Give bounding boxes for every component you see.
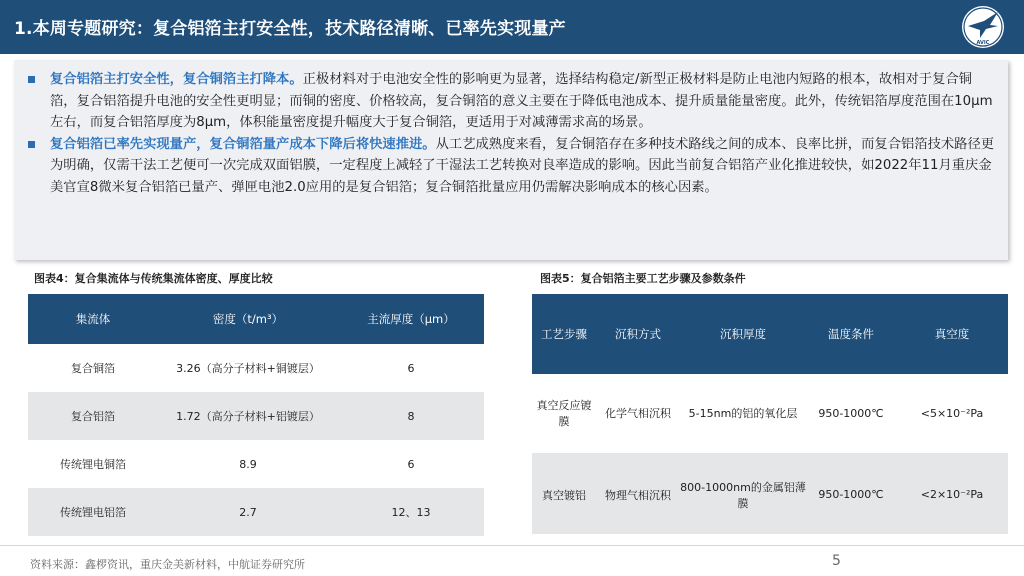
table-cell: <5×10⁻²Pa [896, 374, 1008, 454]
title-bar [0, 0, 1024, 54]
table-header-cell: 沉积方式 [596, 294, 680, 374]
table-cell: 12、13 [338, 488, 484, 536]
table-header-cell: 温度条件 [806, 294, 896, 374]
table-row [28, 488, 484, 536]
summary-bullet-2 [24, 134, 996, 199]
table-header-cell: 集流体 [28, 294, 158, 344]
table-cell: 6 [407, 457, 415, 471]
footer-divider [0, 545, 1024, 546]
table-cell: 复合铝箔 [28, 392, 158, 440]
bullet-text: 正极材料对于电池安全性的影响更为显著，选择结构稳定/新型正极材料是防止电池内短路的根本，故相对于复合铜箔，复合铝箔提升电池的安全性更明显；而铜的密度、价格较高，复合铜箔的意义主要在于降低电池成本、提升质量能量密度。此外，传统铝箔厚度范围在10μm左右，而复合铝箔厚度为8μm，体积能量密度提升幅度大于复合铜箔，更适用于对减薄需求高的场景。 [50, 72, 993, 130]
table-header-row [28, 294, 484, 344]
summary-box [14, 60, 1008, 260]
table-header-row [532, 294, 1008, 374]
table-row [532, 374, 1008, 454]
bullet-square-icon [28, 141, 35, 148]
table-header-cell: 工艺步骤 [532, 294, 596, 374]
table-header-cell: 沉积厚度 [680, 294, 806, 374]
table-cell: <2×10⁻²Pa [896, 454, 1008, 534]
process-parameters-table [532, 294, 1008, 534]
table-row [28, 344, 484, 392]
table4-caption: 图表4：复合集流体与传统集流体密度、厚度比较 [34, 272, 273, 285]
table-cell: 传统锂电铜箔 [60, 458, 126, 471]
table-cell: 化学气相沉积 [596, 374, 680, 454]
page-number: 5 [832, 553, 841, 569]
table-cell: 950-1000℃ [806, 454, 896, 534]
logo-text: AVIC [976, 40, 990, 46]
table5-caption: 图表5：复合铝箔主要工艺步骤及参数条件 [540, 272, 746, 285]
table-cell: 2.7 [158, 488, 338, 536]
table-header-cell: 主流厚度（μm） [338, 294, 484, 344]
source-note: 资料来源：鑫椤资讯，重庆金美新材料，中航证券研究所 [30, 558, 305, 571]
table-cell: 物理气相沉积 [596, 454, 680, 534]
table-cell: 800-1000nm的金属铝薄膜 [680, 454, 806, 534]
bullet-square-icon [28, 76, 35, 83]
collector-comparison-table [28, 294, 484, 536]
bullet-lead: 复合铝箔已率先实现量产，复合铜箔量产成本下降后将快速推进。 [50, 136, 436, 152]
table-row [28, 392, 484, 440]
table-row [28, 440, 484, 488]
table-header-cell: 密度（t/m³） [158, 294, 338, 344]
table-cell: 复合铜箔 [71, 362, 115, 375]
table-cell: 8.9 [239, 457, 257, 471]
summary-bullet-1 [24, 69, 996, 134]
avic-logo-icon [960, 4, 1006, 50]
table-cell: 1.72（高分子材料+铝镀层） [158, 392, 338, 440]
table-cell: 950-1000℃ [806, 374, 896, 454]
table-header-cell: 真空度 [896, 294, 1008, 374]
bullet-text: 从工艺成熟度来看，复合铜箔存在多种技术路线之间的成本、良率比拼，而复合铝箔技术路径更为明确，仅需干法工艺便可一次完成双面铝膜，一定程度上减轻了干湿法工艺转换对良率造成的影响。因此当前复合铝箔产业化推进较快，如2022年11月重庆金美官宣8微米复合铝箔已量产、弹匣电池2.0应用的是复合铝箔；复合铜箔批量应用仍需解决影响成本的核心因素。 [50, 136, 995, 195]
table-cell: 传统锂电铝箔 [28, 488, 158, 536]
table-cell: 真空反应镀膜 [532, 374, 596, 454]
bullet-lead: 复合铝箔主打安全性，复合铜箔主打降本。 [50, 72, 303, 87]
table-cell: 6 [407, 361, 415, 375]
page-title: 1.本周专题研究：复合铝箔主打安全性，技术路径清晰、已率先实现量产 [14, 19, 566, 39]
table-cell: 真空镀铝 [532, 454, 596, 534]
table-cell: 8 [338, 392, 484, 440]
table-row [532, 454, 1008, 534]
table-cell: 5-15nm的铝的氧化层 [680, 374, 806, 454]
table-cell: 3.26（高分子材料+铜镀层） [176, 362, 320, 375]
